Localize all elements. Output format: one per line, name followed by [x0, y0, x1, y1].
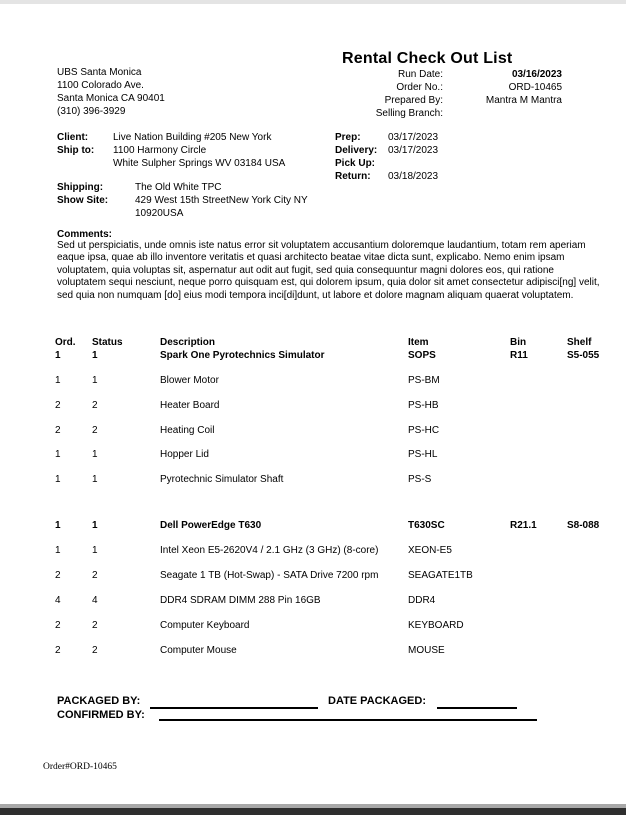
table-row: [0, 545, 626, 558]
show-site-label: Show Site:: [57, 195, 109, 206]
cell-description: Dell PowerEdge T630: [160, 520, 262, 531]
order-no-label: Order No.:: [396, 82, 443, 93]
cell-status: 2: [92, 570, 98, 581]
cell-item: PS-HL: [408, 449, 438, 460]
cell-description: Computer Keyboard: [160, 620, 250, 631]
cell-description: Intel Xeon E5-2620V4 / 2.1 GHz (3 GHz) (8-core): [160, 545, 379, 556]
branch-address-block: [57, 66, 165, 118]
cell-status: 2: [92, 400, 98, 411]
order-reference: Order#ORD-10465: [43, 762, 117, 772]
table-row: [0, 620, 626, 633]
cell-ord: 2: [55, 425, 61, 436]
packaged-by-label: PACKAGED BY:: [57, 695, 141, 707]
cell-status: 1: [92, 449, 98, 460]
branch-phone: (310) 396-3929: [57, 106, 126, 117]
date-packaged-line: [437, 707, 517, 709]
cell-ord: 1: [55, 474, 61, 485]
cell-ord: 2: [55, 570, 61, 581]
table-row: [0, 595, 626, 608]
ship-to-line2: White Sulpher Springs WV 03184 USA: [113, 158, 286, 169]
show-site-line2: 10920USA: [135, 208, 184, 219]
cell-shelf: S8-088: [567, 520, 600, 531]
run-date-label: Run Date:: [397, 69, 443, 80]
cell-status: 2: [92, 645, 98, 656]
cell-ord: 2: [55, 645, 61, 656]
cell-description: Computer Mouse: [160, 645, 237, 656]
selling-branch-label: Selling Branch:: [375, 108, 443, 119]
client-value: Live Nation Building #205 New York: [113, 132, 272, 143]
cell-item: KEYBOARD: [408, 620, 464, 631]
show-site-line1: 429 West 15th StreetNew York City NY: [135, 195, 308, 206]
cell-bin: R21.1: [510, 520, 537, 531]
prepared-by-value: Mantra M Mantra: [485, 95, 562, 106]
run-date-value: 03/16/2023: [511, 69, 562, 80]
branch-address1: 1100 Colorado Ave.: [57, 80, 144, 91]
page-top-edge: [0, 0, 626, 4]
cell-item: PS-HB: [408, 400, 439, 411]
cell-ord: 2: [55, 400, 61, 411]
cell-item: PS-HC: [408, 425, 440, 436]
comments-text: Sed ut perspiciatis, unde omnis iste natus error sit voluptatem accusantium doloremque laudantium, totam rem aperiam eaque ipsa, quae ab illo inventore veritatis et quasi architecto beatae vitae dicta sunt, explicabo. Nemo enim ipsam voluptatem, quia voluptas sit, aspernatur aut odit aut fugit, sed quia consequuntur magni dolores eos, qui ratione voluptatem sequi nesciunt, neque porro quisquam est, qui dolorem ipsum, quia dolor sit amet consectetur adipisci[ng] velit, sed quia non numquam [do] eius modi tempora inci[di]dunt, ut labore et dolore magnam aliquam quaerat voluptatem.: [57, 240, 600, 301]
cell-status: 1: [92, 375, 98, 386]
comments-label: Comments:: [57, 229, 113, 240]
table-row: [0, 400, 626, 413]
prep-label: Prep:: [335, 132, 361, 143]
branch-address2: Santa Monica CA 90401: [57, 93, 165, 104]
cell-ord: 1: [55, 520, 61, 531]
cell-description: Hopper Lid: [160, 449, 209, 460]
table-header-row: [0, 337, 626, 350]
table-row: [0, 449, 626, 462]
shipping-label: Shipping:: [57, 182, 104, 193]
shipping-value: The Old White TPC: [135, 182, 222, 193]
table-row: [0, 645, 626, 658]
ship-to-line1: 1100 Harmony Circle: [113, 145, 207, 156]
cell-bin: R11: [510, 350, 528, 361]
cell-ord: 2: [55, 620, 61, 631]
prep-value: 03/17/2023: [388, 132, 439, 143]
cell-item: XEON-E5: [408, 545, 452, 556]
table-group-row: [0, 520, 626, 533]
page-title: Rental Check Out List: [342, 50, 513, 67]
branch-name: UBS Santa Monica: [57, 67, 142, 78]
ship-to-label: Ship to:: [57, 145, 95, 156]
prepared-by-label: Prepared By:: [384, 95, 443, 106]
table-row: [0, 375, 626, 388]
confirmed-by-label: CONFIRMED BY:: [57, 709, 145, 721]
cell-ord: 1: [55, 545, 61, 556]
header-bin: Bin: [510, 337, 527, 348]
table-row: [0, 425, 626, 438]
cell-description: Blower Motor: [160, 375, 219, 386]
client-label: Client:: [57, 132, 89, 143]
order-no-value: ORD-10465: [508, 82, 562, 93]
packaged-by-line: [150, 707, 318, 709]
header-item: Item: [408, 337, 429, 348]
cell-item: MOUSE: [408, 645, 445, 656]
cell-status: 1: [92, 545, 98, 556]
cell-ord: 4: [55, 595, 61, 606]
cell-status: 2: [92, 620, 98, 631]
cell-item: T630SC: [408, 520, 445, 531]
order-meta-values: [412, 68, 562, 107]
header-ord: Ord.: [55, 337, 76, 348]
cell-status: 2: [92, 425, 98, 436]
delivery-value: 03/17/2023: [388, 145, 439, 156]
cell-description: DDR4 SDRAM DIMM 288 Pin 16GB: [160, 595, 321, 606]
return-label: Return:: [335, 171, 371, 182]
cell-item: SEAGATE1TB: [408, 570, 473, 581]
cell-status: 4: [92, 595, 98, 606]
cell-ord: 1: [55, 449, 61, 460]
return-value: 03/18/2023: [388, 171, 439, 182]
table-row: [0, 570, 626, 583]
cell-description: Spark One Pyrotechnics Simulator: [160, 350, 325, 361]
cell-item: PS-BM: [408, 375, 440, 386]
table-group-row: [0, 350, 626, 363]
table-row: [0, 474, 626, 487]
cell-status: 1: [92, 474, 98, 485]
cell-item: DDR4: [408, 595, 436, 606]
date-packaged-label: DATE PACKAGED:: [328, 695, 426, 707]
cell-description: Heating Coil: [160, 425, 215, 436]
cell-status: 1: [92, 520, 98, 531]
header-shelf: Shelf: [567, 337, 592, 348]
delivery-label: Delivery:: [335, 145, 378, 156]
viewer-bottom-bar: [0, 808, 626, 815]
header-status: Status: [92, 337, 123, 348]
cell-item: SOPS: [408, 350, 436, 361]
cell-description: Pyrotechnic Simulator Shaft: [160, 474, 284, 485]
cell-item: PS-S: [408, 474, 432, 485]
cell-ord: 1: [55, 350, 61, 361]
cell-ord: 1: [55, 375, 61, 386]
pickup-label: Pick Up:: [335, 158, 376, 169]
header-description: Description: [160, 337, 216, 348]
cell-description: Seagate 1 TB (Hot-Swap) - SATA Drive 7200 rpm: [160, 570, 379, 581]
cell-status: 1: [92, 350, 98, 361]
cell-shelf: S5-055: [567, 350, 600, 361]
confirmed-by-line: [159, 719, 537, 721]
cell-description: Heater Board: [160, 400, 220, 411]
